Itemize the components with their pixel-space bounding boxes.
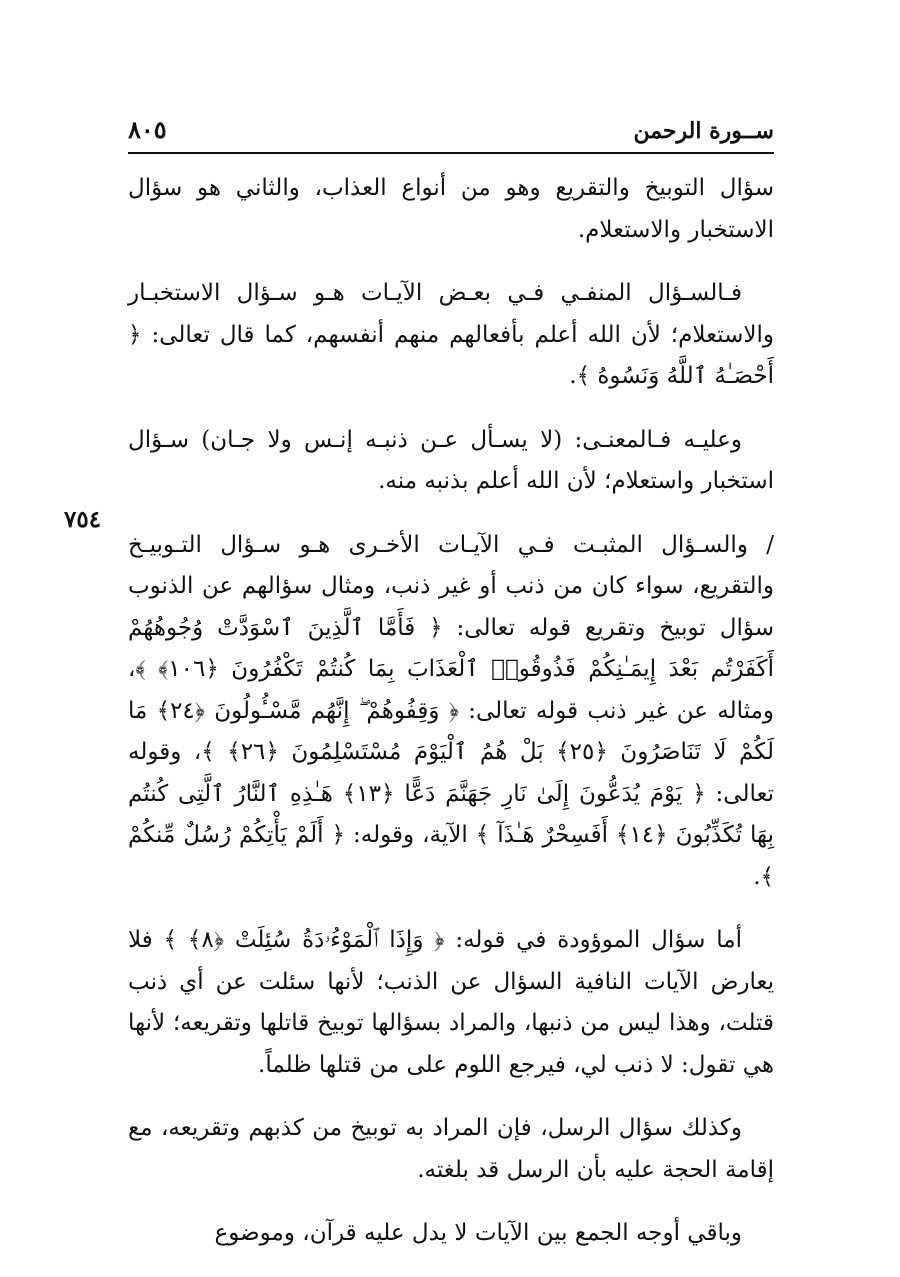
paragraph-4: / والسـؤال المثبـت فـي الآيـات الأخـرى هـو سـؤال التـوبيـخ والتقريع، سواء كان من ذنب أو غير ذنب، ومثال سؤالهم عن الذنوب سؤال توبيخ وتقريع قوله تعالى: ﴿ فَأَمَّا ٱلَّذِينَ ٱسْوَدَّتْ وُجُوهُهُمْ أَكَفَرْتُم بَعْدَ إِيمَـٰنِكُمْ فَذُوقُوا۟ ٱلْعَذَابَ بِمَا كُنتُمْ تَكْفُرُونَ ﴿١٠٦﴾ ﴾، ومثاله عن غير ذنب قوله تعالى: ﴿ وَقِفُوهُمْ ۖ إِنَّهُم مَّسْـُٔولُونَ ﴿٢٤﴾ مَا لَكُمْ لَا تَنَاصَرُونَ ﴿٢٥﴾ بَلْ هُمُ ٱلْيَوْمَ مُسْتَسْلِمُونَ ﴿٢٦﴾ ﴾، وقوله تعالى: ﴿ يَوْمَ يُدَعُّونَ إِلَىٰ نَارِ جَهَنَّمَ دَعًّا ﴿١٣﴾ هَـٰذِهِ ٱلنَّارُ ٱلَّتِى كُنتُم بِهَا تُكَذِّبُونَ ﴿١٤﴾ أَفَسِحْرٌ هَـٰذَآ ﴾ الآية، وقوله: ﴿ أَلَمْ يَأْتِكُمْ رُسُلٌ مِّنكُمْ ﴾. xyxy=(128,531,774,890)
paragraph-7: وباقي أوجه الجمع بين الآيات لا يدل عليه قرآن، وموضوع xyxy=(214,1220,742,1246)
paragraph-3: وعليـه فـالمعنـى: (لا يسـأل عـن ذنبـه إنـس ولا جـان) سـؤال استخبار واستعلام؛ لأن الله أعلم بذنبه منه. xyxy=(128,426,774,494)
paragraph-5: أما سؤال الموؤودة في قوله: ﴿ وَإِذَا ٱلْمَوْءُۥدَةُ سُئِلَتْ ﴿٨﴾ ﴾ فلا يعارض الآيات النافية السؤال عن الذنب؛ لأنها سئلت عن أي ذنب قتلت، وهذا ليس من ذنبها، والمراد بسؤالها توبيخ قاتلها وتقريعه؛ لأنها هي تقول: لا ذنب لي، فيرجع اللوم على من قتلها ظلماً. xyxy=(128,927,774,1078)
paragraph-2: فـالسـؤال المنفـي فـي بعـض الآيـات هـو سـؤال الاستخبـار والاستعلام؛ لأن الله أعلم بأفعالهم منهم أنفسهم، كما قال تعالى: ﴿ أَحْصَـٰهُ ٱللَّهُ وَنَسُوهُ ﴾. xyxy=(128,280,774,389)
paragraph-6: وكذلك سؤال الرسل، فإن المراد به توبيخ من كذبهم وتقريعه، مع إقامة الحجة عليه بأن الرسل قد بلغته. xyxy=(128,1115,774,1183)
paragraph-1: سؤال التوبيخ والتقريع وهو من أنواع العذاب، والثاني هو سؤال الاستخبار والاستعلام. xyxy=(128,175,774,243)
page-number: ٨٠٥ xyxy=(128,115,167,144)
page-body xyxy=(128,168,774,1277)
surah-title: ســورة الرحمن xyxy=(633,118,774,144)
margin-reference-number: ٧٥٤ xyxy=(64,506,102,533)
page-header xyxy=(128,108,774,154)
